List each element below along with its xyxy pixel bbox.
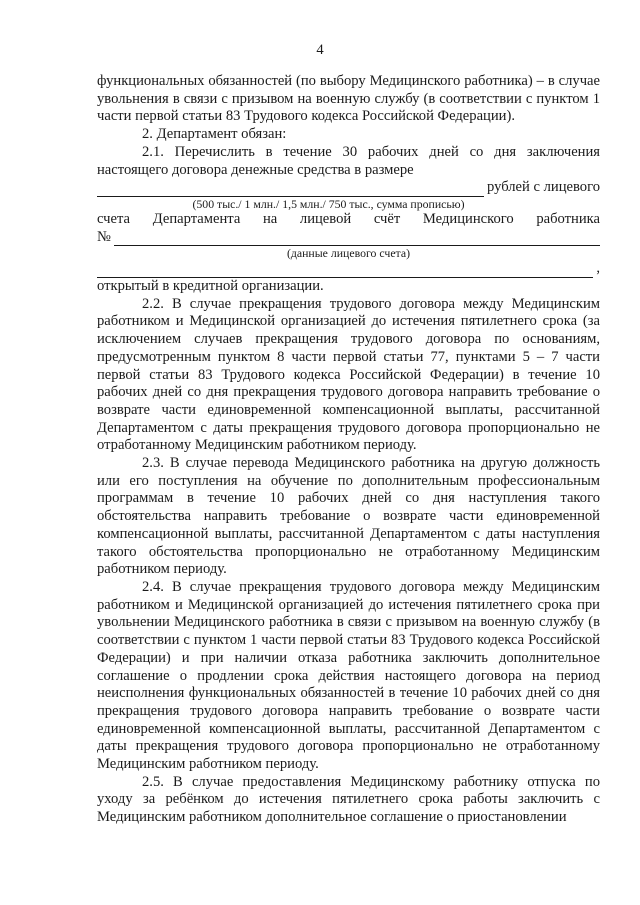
account-continuation-line [97, 260, 600, 278]
account-opened-text: открытый в кредитной организации. [97, 278, 324, 295]
account-word: лицевой [299, 210, 352, 227]
section-2-2: 2.2. В случае прекращения трудового договора между Медицинским работником и Медицинской организацией до истечения пятилетнего срока (за исключением случаев прекращения трудового договора по основаниям, предусмотренным пунктом 8 части первой статьи 77, пунктами 5 – 7 части первой статьи 83 Трудового кодекса Российской Федерации) в течение 10 рабочих дней со дня прекращения трудового договора направить требование о возврате части единовременной компенсационной выплаты, рассчитанной Департаментом с даты прекращения трудового договора пропорционально не отработанному Медицинским работником периоду. [97, 295, 600, 454]
amount-line [97, 179, 600, 197]
account-line [97, 211, 600, 229]
account-word: Медицинского [422, 210, 514, 227]
number-sign: № [97, 228, 111, 245]
document-body [97, 73, 600, 827]
section-2-heading: 2. Департамент обязан: [142, 126, 287, 143]
account-word: работника [536, 210, 600, 227]
section-2-1-sentence: 2.1. Перечислить в течение 30 рабочих дней со дня заключения настоящего договора денежные средства в размере [97, 143, 600, 178]
account-word: на [262, 210, 278, 227]
paragraph-intro: функциональных обязанностей (по выбору Медицинского работника) – в случае увольнения в связи с призывом на военную службу (в соответствии с пунктом 1 части первой статьи 83 Трудового кодекса Российской Федерации). [97, 73, 600, 125]
account-word: счета [97, 210, 131, 227]
account-continuation-blank [97, 264, 593, 278]
account-word: счёт [373, 210, 401, 227]
account-number-line [97, 229, 600, 247]
account-word: Департамента [152, 210, 241, 227]
comma: , [596, 260, 600, 277]
section-2-3: 2.3. В случае перевода Медицинского работника на другую должность или его поступления на обучение по дополнительным профессиональным программам в течение 10 рабочих дней со дня наступления такого обстоятельства направить требование о возврате части единовременной компенсационной выплаты, рассчитанной Департаментом с даты наступления такого обстоятельства пропорционально не отработанному Медицинским работником периоду. [97, 455, 600, 578]
section-2-1-text [97, 144, 600, 179]
section-2-4: 2.4. В случае прекращения трудового договора между Медицинским работником и Медицинской организацией до истечения пятилетнего срока при увольнении Медицинского работника в связи с призывом на военную службу (в соответствии с пунктом 1 части первой статьи 83 Трудового кодекса Российской Федерации) и при наличии отказа работника заключить дополнительное соглашение о продлении срока действия настоящего договора на период неисполнения функциональных обязанностей в течение 10 рабочих дней со дня прекращения трудового договора направить требование о возврате части единовременной компенсационной выплаты, рассчитанной Департаментом с даты прекращения трудового договора пропорционально не отработанному Медицинским работником периоду. [97, 578, 600, 773]
section-2-5: 2.5. В случае предоставления Медицинскому работнику отпуска по уходу за ребёнком до истечения пятилетнего срока работы заключить с Медицинским работником дополнительное соглашение о приостановлении [97, 773, 600, 826]
amount-blank [97, 183, 484, 197]
rubles-label: рублей с лицевого [486, 179, 600, 196]
account-caption: (данные лицевого счета) [286, 246, 411, 261]
amount-caption: (500 тыс./ 1 млн./ 1,5 млн./ 750 тыс., сумма прописью) [192, 196, 465, 211]
account-number-blank [114, 232, 600, 246]
page-number: 4 [316, 42, 324, 58]
